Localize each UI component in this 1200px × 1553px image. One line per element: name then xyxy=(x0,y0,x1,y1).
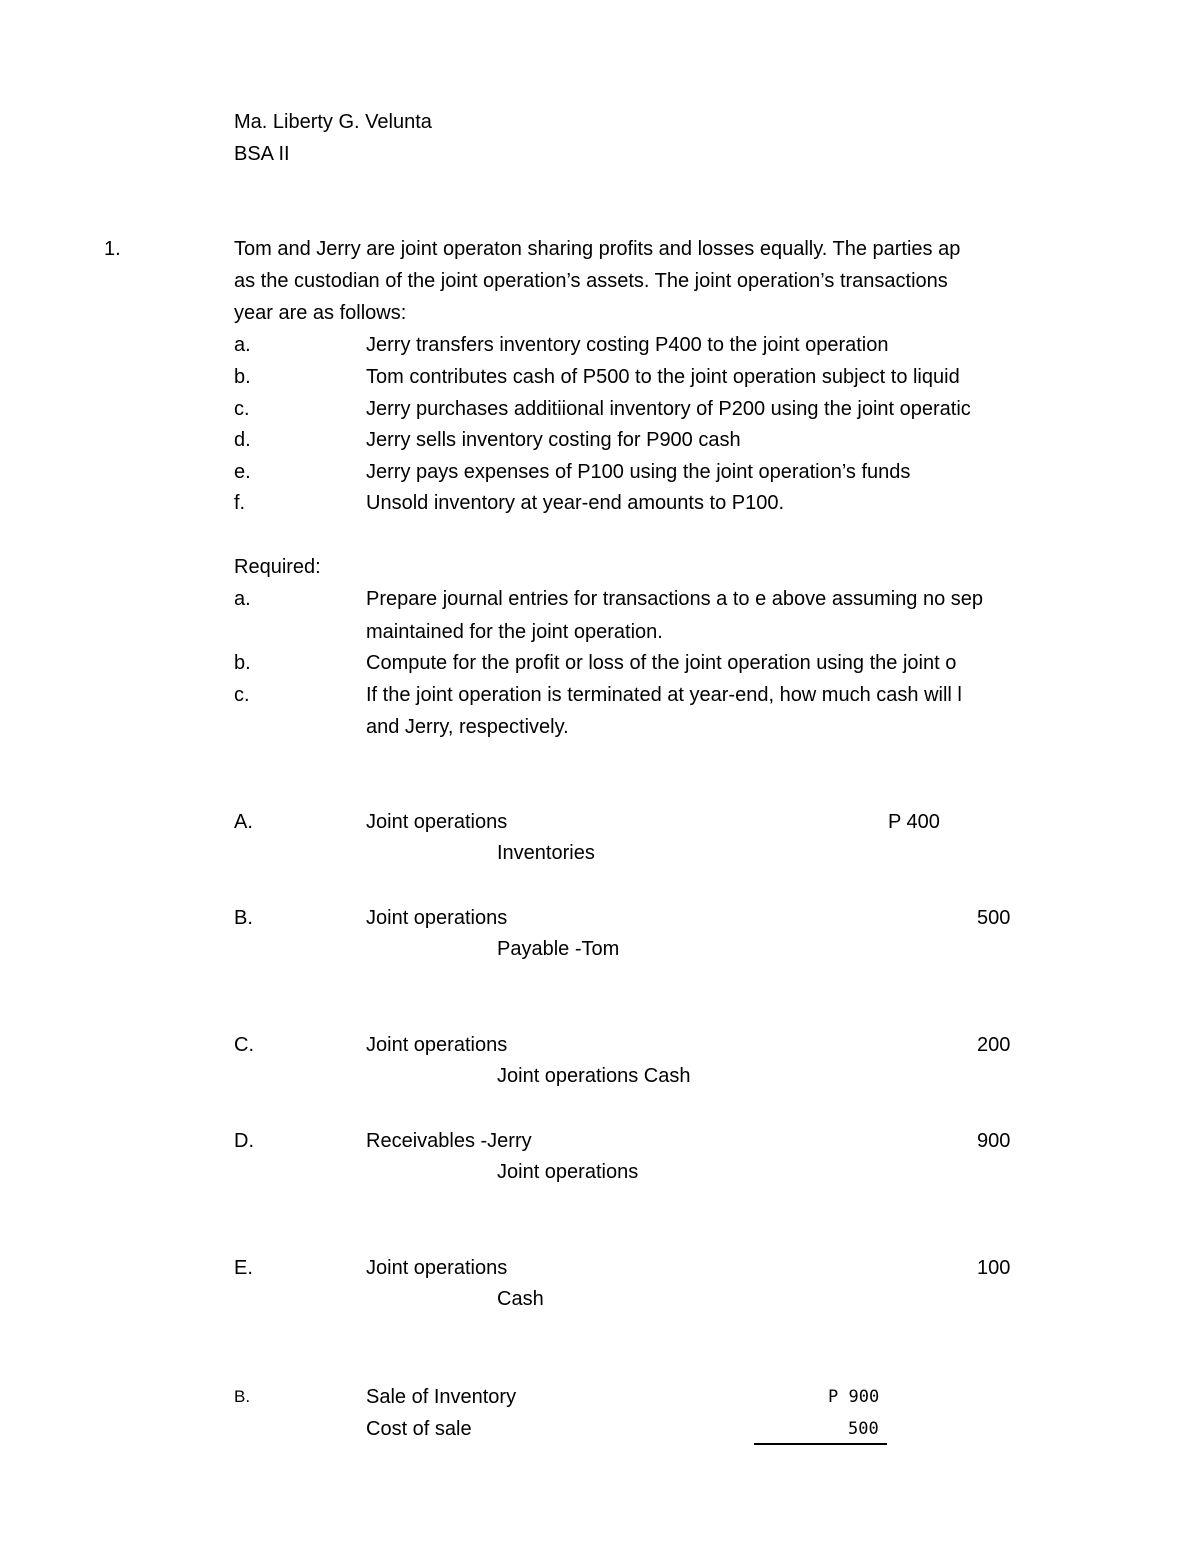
entry-letter: C. xyxy=(234,1034,254,1056)
transaction-text: Tom contributes cash of P500 to the joint operation subject to liquid xyxy=(366,366,960,388)
entry-debit: Joint operations xyxy=(366,811,508,833)
entry-amount: 200 xyxy=(977,1034,1011,1056)
entry-debit: Joint operations xyxy=(366,1034,508,1056)
required-letter: a. xyxy=(234,588,251,610)
entry-amount: 900 xyxy=(977,1130,1011,1152)
required-text: maintained for the joint operation. xyxy=(366,621,663,643)
entry-credit: Joint operations xyxy=(497,1161,639,1183)
entry-letter: E. xyxy=(234,1257,253,1279)
transaction-text: Unsold inventory at year-end amounts to P100. xyxy=(366,492,785,514)
problem-number: 1. xyxy=(104,238,121,260)
entry-credit: Cash xyxy=(497,1288,544,1310)
entry-letter: D. xyxy=(234,1130,254,1152)
computation-amount: P 900 xyxy=(828,1387,880,1407)
entry-amount: 500 xyxy=(977,907,1011,929)
transaction-letter: c. xyxy=(234,398,250,420)
required-heading: Required: xyxy=(234,556,321,578)
transaction-text: Jerry pays expenses of P100 using the joint operation’s funds xyxy=(366,461,911,483)
student-name: Ma. Liberty G. Velunta xyxy=(234,111,432,133)
problem-line: year are as follows: xyxy=(234,302,407,324)
transaction-letter: d. xyxy=(234,429,251,451)
entry-credit: Inventories xyxy=(497,842,595,864)
required-letter: c. xyxy=(234,684,250,706)
required-text: Compute for the profit or loss of the joint operation using the joint o xyxy=(366,652,957,674)
transaction-letter: a. xyxy=(234,334,251,356)
entry-debit: Joint operations xyxy=(366,1257,508,1279)
problem-line: Tom and Jerry are joint operaton sharing profits and losses equally. The parties ap xyxy=(234,238,961,260)
transaction-text: Jerry transfers inventory costing P400 to the joint operation xyxy=(366,334,889,356)
problem-line: as the custodian of the joint operation’s assets. The joint operation’s transactions xyxy=(234,270,948,292)
computation-label: Sale of Inventory xyxy=(366,1386,517,1408)
transaction-letter: b. xyxy=(234,366,251,388)
entry-debit: Joint operations xyxy=(366,907,508,929)
entry-debit: Receivables -Jerry xyxy=(366,1130,532,1152)
transaction-letter: f. xyxy=(234,492,246,514)
required-text: If the joint operation is terminated at year-end, how much cash will l xyxy=(366,684,962,706)
entry-amount: 100 xyxy=(977,1257,1011,1279)
computation-amount: 500 xyxy=(848,1419,879,1439)
computation-label: Cost of sale xyxy=(366,1418,472,1440)
entry-letter: B. xyxy=(234,907,253,929)
student-course: BSA II xyxy=(234,143,290,165)
transaction-text: Jerry purchases additiional inventory of P200 using the joint operatic xyxy=(366,398,971,420)
required-letter: b. xyxy=(234,652,251,674)
part-b-letter: B. xyxy=(234,1387,251,1406)
transaction-letter: e. xyxy=(234,461,251,483)
required-text: and Jerry, respectively. xyxy=(366,716,569,738)
entry-credit: Joint operations Cash xyxy=(497,1065,691,1087)
transaction-text: Jerry sells inventory costing for P900 cash xyxy=(366,429,741,451)
total-underline xyxy=(754,1443,887,1445)
entry-credit: Payable -Tom xyxy=(497,938,620,960)
entry-amount: P 400 xyxy=(888,811,940,833)
required-text: Prepare journal entries for transactions a to e above assuming no sep xyxy=(366,588,984,610)
entry-letter: A. xyxy=(234,811,253,833)
